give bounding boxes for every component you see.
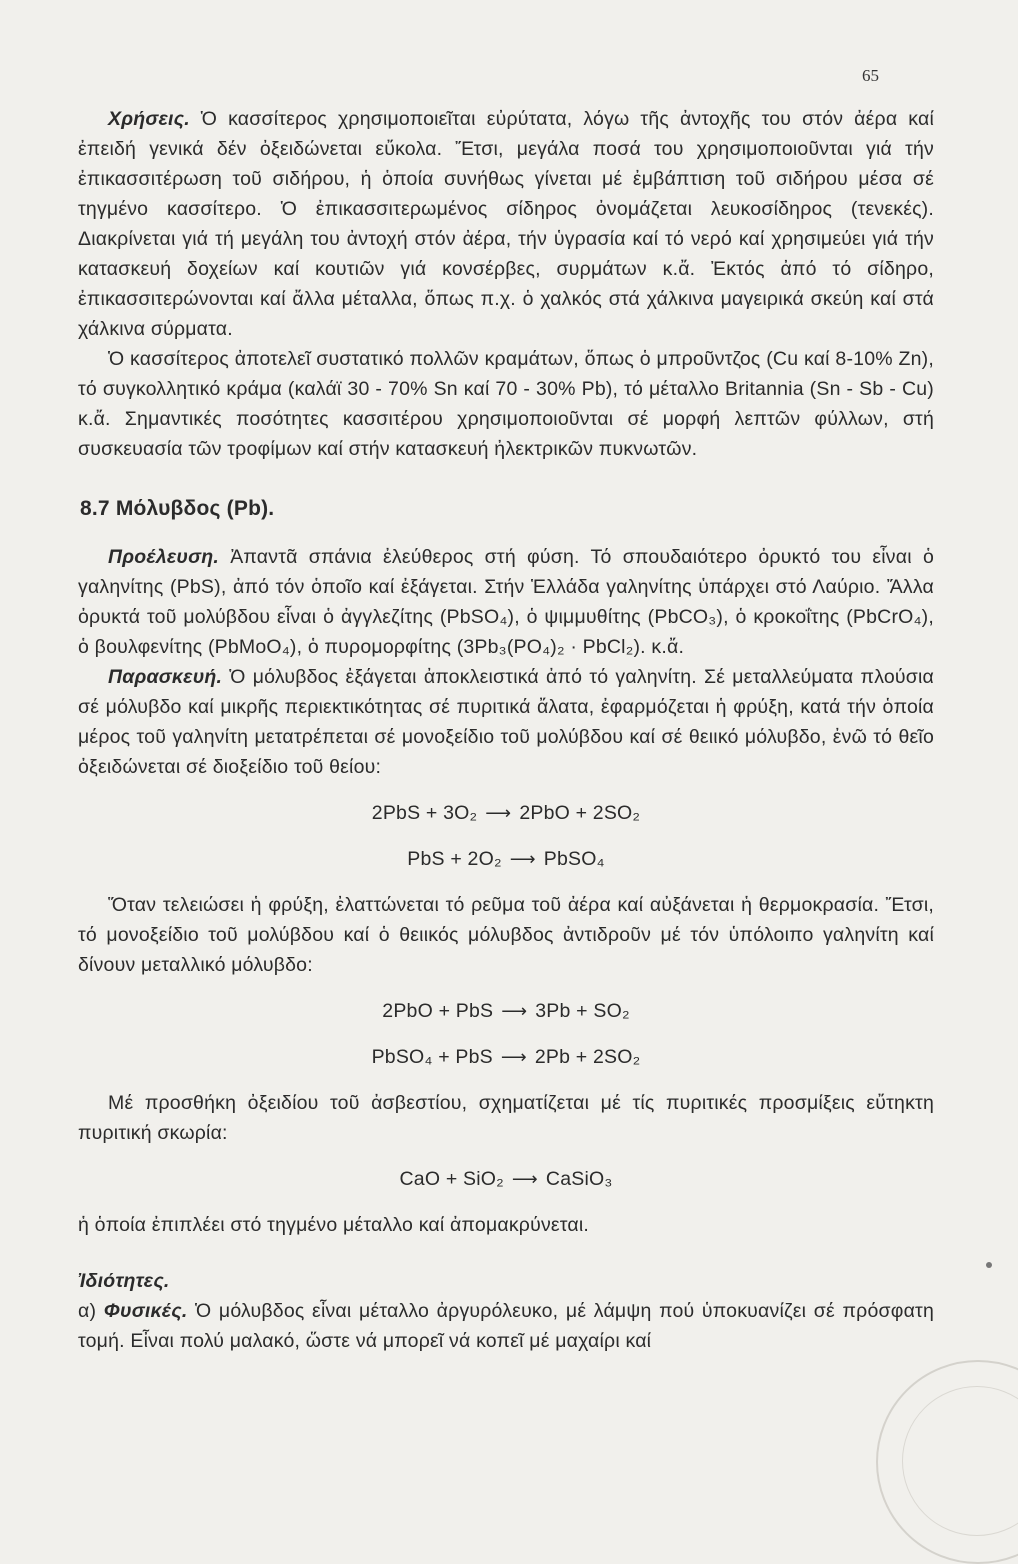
- section-heading: 8.7 Μόλυβδος (Pb).: [80, 497, 275, 520]
- uses-paragraph: [78, 104, 934, 344]
- origin-body: Ἀπαντᾶ σπάνια ἐλεύθερος στή φύση. Τό σπουδαιότερο ὀρυκτό του εἶναι ὁ γαληνίτης (PbS), ἀπό τόν ὁποῖο καί ἐξάγεται. Στήν Ἑλλάδα γαληνίτης ὑπάρχει στό Λαύριο. Ἄλλα ὀρυκτά τοῦ μολύβδου εἶναι ὁ ἀγγλεζίτης (PbSO₄), ὁ ψιμμυθίτης (PbCO₃), ὁ κροκοΐτης (PbCrO₄), ὁ βουλφενίτης (PbMoO₄), ὁ πυρομορφίτης (3Pb₃(PO₄)₂ · PbCl₂). κ.ἄ.: [78, 546, 934, 658]
- reaction-arrow: ⟶: [501, 1001, 528, 1021]
- equation-1-right: 2PbO + 2SO₂: [519, 802, 641, 824]
- equation-4: [78, 1042, 934, 1072]
- alloys-paragraph: Ὁ κασσίτερος ἀποτελεῖ συστατικό πολλῶν κραμάτων, ὅπως ὁ μπροῦντζος (Cu καί 8-10% Zn), τό συγκολλητικό κράμα (καλάϊ 30 - 70% Sn καί 70 - 30% Pb), τό μέταλλο Britannia (Sn - Sb - Cu) κ.ἄ. Σημαντικές ποσότητες κασσιτέρου χρησιμοποιοῦνται σέ μορφή λεπτῶν φύλλων, στή συσκευασία τῶν τροφίμων καί στήν κατασκευή ἠλεκτρικῶν πυκνωτῶν.: [78, 348, 934, 460]
- reaction-arrow: ⟶: [500, 1047, 527, 1067]
- after-roasting-paragraph: Ὅταν τελειώσει ἡ φρύξη, ἐλαττώνεται τό ρεῦμα τοῦ ἀέρα καί αὐξάνεται ἡ θερμοκρασία. Ἔτσι, τό μονοξείδιο τοῦ μολύβδου καί ὁ θειικός μόλυβδος ἀντιδροῦν μέ τόν ὑπόλοιπο γαληνίτη καί δίνουν μεταλλικό μόλυβδο:: [78, 894, 934, 976]
- preparation-label: Παρασκευή.: [108, 666, 223, 688]
- library-stamp: [876, 1360, 1018, 1564]
- equation-3: [78, 996, 934, 1026]
- physical-label: Φυσικές.: [103, 1300, 188, 1322]
- page-number: 65: [862, 66, 879, 85]
- equation-2: [78, 844, 934, 874]
- physical-paragraph: [78, 1296, 934, 1356]
- equation-4-left: PbSO₄ + PbS: [371, 1046, 493, 1068]
- equation-2-right: PbSO₄: [543, 848, 605, 870]
- equation-4-right: 2Pb + 2SO₂: [534, 1046, 641, 1068]
- equation-5-right: CaSiO₃: [545, 1168, 613, 1190]
- library-stamp-inner: [902, 1386, 1018, 1536]
- equation-5-left: CaO + SiO₂: [399, 1168, 504, 1190]
- slag-paragraph: ἡ ὁποία ἐπιπλέει στό τηγμένο μέταλλο καί ἀπομακρύνεται.: [78, 1214, 590, 1236]
- page-content: [78, 104, 934, 1356]
- preparation-paragraph: [78, 662, 934, 782]
- equation-1: [78, 798, 934, 828]
- reaction-arrow: ⟶: [509, 849, 536, 869]
- uses-body: Ὁ κασσίτερος χρησιμοποιεῖται εὐρύτατα, λόγω τῆς ἀντοχῆς του στόν ἀέρα καί ἐπειδή γενικά δέν ὀξειδώνεται εὔκολα. Ἔτσι, μεγάλα ποσά του χρησιμοποιοῦνται γιά τήν ἐπικασσιτέρωση τοῦ σιδήρου, ἡ ὁποία συνήθως γίνεται μέ ἐμβάπτιση τοῦ σιδήρου μέσα σέ τηγμένο κασσίτερο. Ὁ ἐπικασσιτερωμένος σίδηρος ὀνομάζεται λευκοσίδηρος (τενεκές). Διακρίνεται γιά τή μεγάλη του ἀντοχή στόν ἀέρα, τήν ὑγρασία καί τό νερό καί χρησιμεύει γιά τήν κατασκευή δοχείων καί κουτιῶν γιά κονσέρβες, συρμάτων κ.ἄ. Ἐκτός ἀπό τό σίδηρο, ἐπικασσιτερώνονται καί ἄλλα μέταλλα, ὅπως π.χ. ὁ χαλκός στά χάλκινα μαγειρικά σκεύη καί στά χάλκινα σύρματα.: [78, 108, 934, 340]
- equation-1-left: 2PbS + 3O₂: [371, 802, 478, 824]
- equation-2-left: PbS + 2O₂: [407, 848, 502, 870]
- origin-paragraph: [78, 542, 934, 662]
- ink-dot: [986, 1262, 992, 1268]
- origin-label: Προέλευση.: [108, 546, 220, 568]
- equation-3-left: 2PbO + PbS: [382, 1000, 494, 1022]
- lime-paragraph: Μέ προσθήκη ὀξειδίου τοῦ ἀσβεστίου, σχηματίζεται μέ τίς πυριτικές προσμίξεις εὔτηκτη πυριτική σκωρία:: [78, 1092, 934, 1144]
- properties-heading: [78, 1266, 934, 1296]
- physical-prefix: α): [78, 1300, 104, 1322]
- preparation-body: Ὁ μόλυβδος ἐξάγεται ἀποκλειστικά ἀπό τό γαληνίτη. Σέ μεταλλεύματα πλούσια σέ μόλυβδο καί μικρῆς περιεκτικότητας σέ πυριτικά ἄλατα, ἐφαρμόζεται ἡ φρύξη, κατά τήν ὁποία μέρος τοῦ γαληνίτη μετατρέπεται σέ μονοξείδιο τοῦ μολύβδου καί σέ θειικό μόλυβδο, ἐνῶ τό θεῖο ὀξειδώνεται σέ διοξείδιο τοῦ θείου:: [78, 666, 934, 778]
- physical-body: Ὁ μόλυβδος εἶναι μέταλλο ἀργυρόλευκο, μέ λάμψη πού ὑποκυανίζει σέ πρόσφατη τομή. Εἶναι πολύ μαλακό, ὥστε νά μπορεῖ νά κοπεῖ μέ μαχαίρι καί: [78, 1300, 934, 1352]
- uses-label: Χρήσεις.: [108, 108, 190, 130]
- reaction-arrow: ⟶: [485, 803, 512, 823]
- properties-label: Ἰδιότητες.: [78, 1270, 170, 1292]
- equation-5: [78, 1164, 934, 1194]
- reaction-arrow: ⟶: [511, 1169, 538, 1189]
- equation-3-right: 3Pb + SO₂: [535, 1000, 630, 1022]
